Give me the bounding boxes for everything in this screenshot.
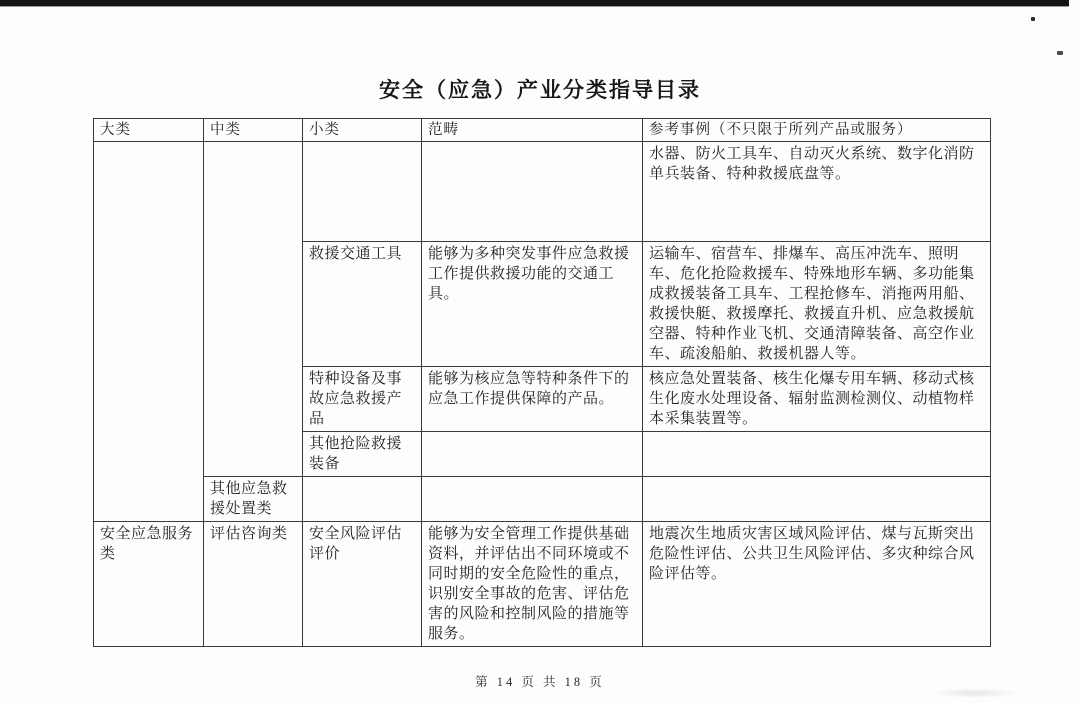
column-header-examples: 参考事例（不只限于所列产品或服务） (643, 119, 991, 142)
column-header-major: 大类 (94, 119, 204, 142)
cell-minor: 其他抢险救援装备 (303, 432, 422, 477)
cell-examples-blank (643, 432, 991, 477)
cell-examples-blank (643, 477, 991, 522)
cell-examples: 地震次生地质灾害区域风险评估、煤与瓦斯突出危险性评估、公共卫生风险评估、多灾种综合风险评估等。 (643, 522, 991, 647)
cell-major: 安全应急服务类 (94, 522, 204, 647)
cell-scope: 能够为多种突发事件应急救援工作提供救援功能的交通工具。 (422, 242, 643, 367)
cell-examples: 运输车、宿营车、排爆车、高压冲洗车、照明车、危化抢险救援车、特殊地形车辆、多功能集成救援装备工具车、工程抢修车、消拖两用船、救援快艇、救援摩托、救援直升机、应急救援航空器、特种作业飞机、交通清障装备、高空作业车、疏浚船舶、救援机器人等。 (643, 242, 991, 367)
page-title: 安全（应急）产业分类指导目录 (379, 79, 701, 102)
cell-major-blank (94, 142, 204, 522)
page-footer: 第 14 页 共 18 页 (475, 675, 605, 689)
column-header-middle: 中类 (204, 119, 303, 142)
cell-examples: 水器、防火工具车、自动灭火系统、数字化消防单兵装备、特种救援底盘等。 (643, 142, 991, 242)
cell-minor-blank (303, 477, 422, 522)
cell-scope-blank (422, 432, 643, 477)
cell-scope: 能够为安全管理工作提供基础资料，并评估出不同环境或不同时期的安全危险性的重点，识别安全事故的危害、评估危害的风险和控制风险的措施等服务。 (422, 522, 643, 647)
cell-examples: 核应急处置装备、核生化爆专用车辆、移动式核生化废水处理设备、辐射监测检测仪、动植物样本采集装置等。 (643, 367, 991, 432)
cell-middle: 其他应急救援处置类 (204, 477, 303, 522)
cell-middle-blank (204, 142, 303, 477)
column-header-scope: 范畴 (422, 119, 643, 142)
table-header-row (94, 119, 991, 142)
column-header-minor: 小类 (303, 119, 422, 142)
cell-middle: 评估咨询类 (204, 522, 303, 647)
cell-scope-blank (422, 477, 643, 522)
cell-minor: 特种设备及事故应急救援产品 (303, 367, 422, 432)
classification-table (93, 118, 991, 647)
table-row-other-emergency-response (94, 477, 991, 522)
table-row-safety-emergency-services (94, 522, 991, 647)
table-row-continued (94, 142, 991, 242)
scan-speck (1031, 17, 1035, 21)
cell-minor: 救援交通工具 (303, 242, 422, 367)
scan-edge-artifact (0, 0, 1069, 6)
cell-minor-blank (303, 142, 422, 242)
cell-minor: 安全风险评估评价 (303, 522, 422, 647)
cell-scope: 能够为核应急等特种条件下的应急工作提供保障的产品。 (422, 367, 643, 432)
cell-scope-blank (422, 142, 643, 242)
scan-speck (1057, 51, 1063, 55)
